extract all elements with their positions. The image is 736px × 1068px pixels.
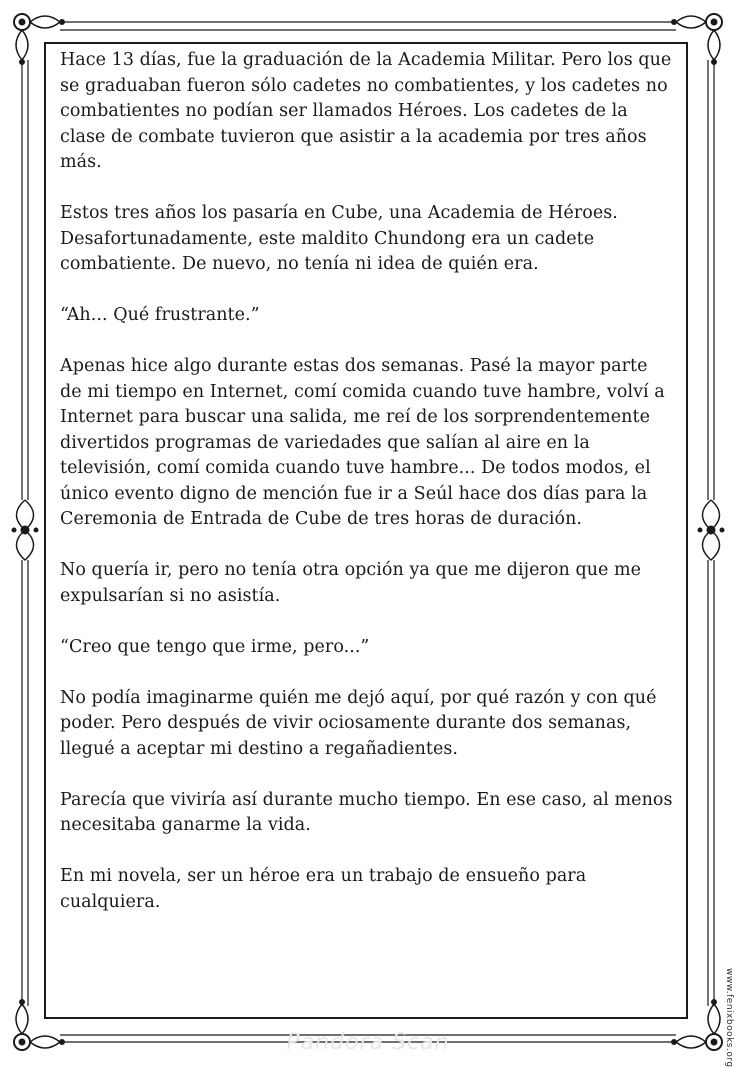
paragraph: No quería ir, pero no tenía otra opción ya que me dijeron que me expulsarían si no asistía.: [60, 560, 642, 606]
watermark-text: Pandora Scan: [286, 1030, 450, 1055]
side-url-text: www.fenixbooks.org: [724, 968, 734, 1068]
page-body: [60, 48, 674, 915]
paragraph: En mi novela, ser un héroe era un trabajo de ensueño para cualquiera.: [60, 866, 587, 912]
paragraph: Apenas hice algo durante estas dos semanas. Pasé la mayor parte de mi tiempo en Internet, comí comida cuando tuve hambre, volví a Internet para buscar una salida, me reí de los sorprendentemente divertidos programas de variedades que salían al aire en la televisión, comí comida cuando tuve hambre... De todos modos, el único evento digno de mención fue ir a Seúl hace dos días para la Ceremonia de Entrada de Cube de tres horas de duración.: [60, 356, 665, 529]
paragraph: “Ah... Qué frustrante.”: [60, 305, 260, 325]
side-ornament-right: [698, 500, 724, 560]
paragraph: Estos tres años los pasaría en Cube, una Academia de Héroes. Desafortunadamente, este maldito Chundong era un cadete combatiente. De nuevo, no tenía ni idea de quién era.: [60, 203, 618, 274]
paragraph: “Creo que tengo que irme, pero...”: [60, 636, 370, 657]
paragraph: Hace 13 días, fue la graduación de la Academia Militar. Pero los que se graduaban fueron sólo cadetes no combatientes, y los cadetes no combatientes no podían ser llamados Héroes. Los cadetes de la clase de combate tuvieron que asistir a la academia por tres años más.: [60, 50, 672, 172]
text-frame: [44, 42, 688, 1019]
side-ornament-left: [12, 500, 38, 560]
paragraph: Parecía que viviría así durante mucho tiempo. En ese caso, al menos necesitaba ganarme la vida.: [60, 789, 673, 835]
paragraph: No podía imaginarme quién me dejó aquí, por qué razón y con qué poder. Pero después de vivir ociosamente durante dos semanas, llegué a aceptar mi destino a regañadientes.: [60, 687, 657, 759]
